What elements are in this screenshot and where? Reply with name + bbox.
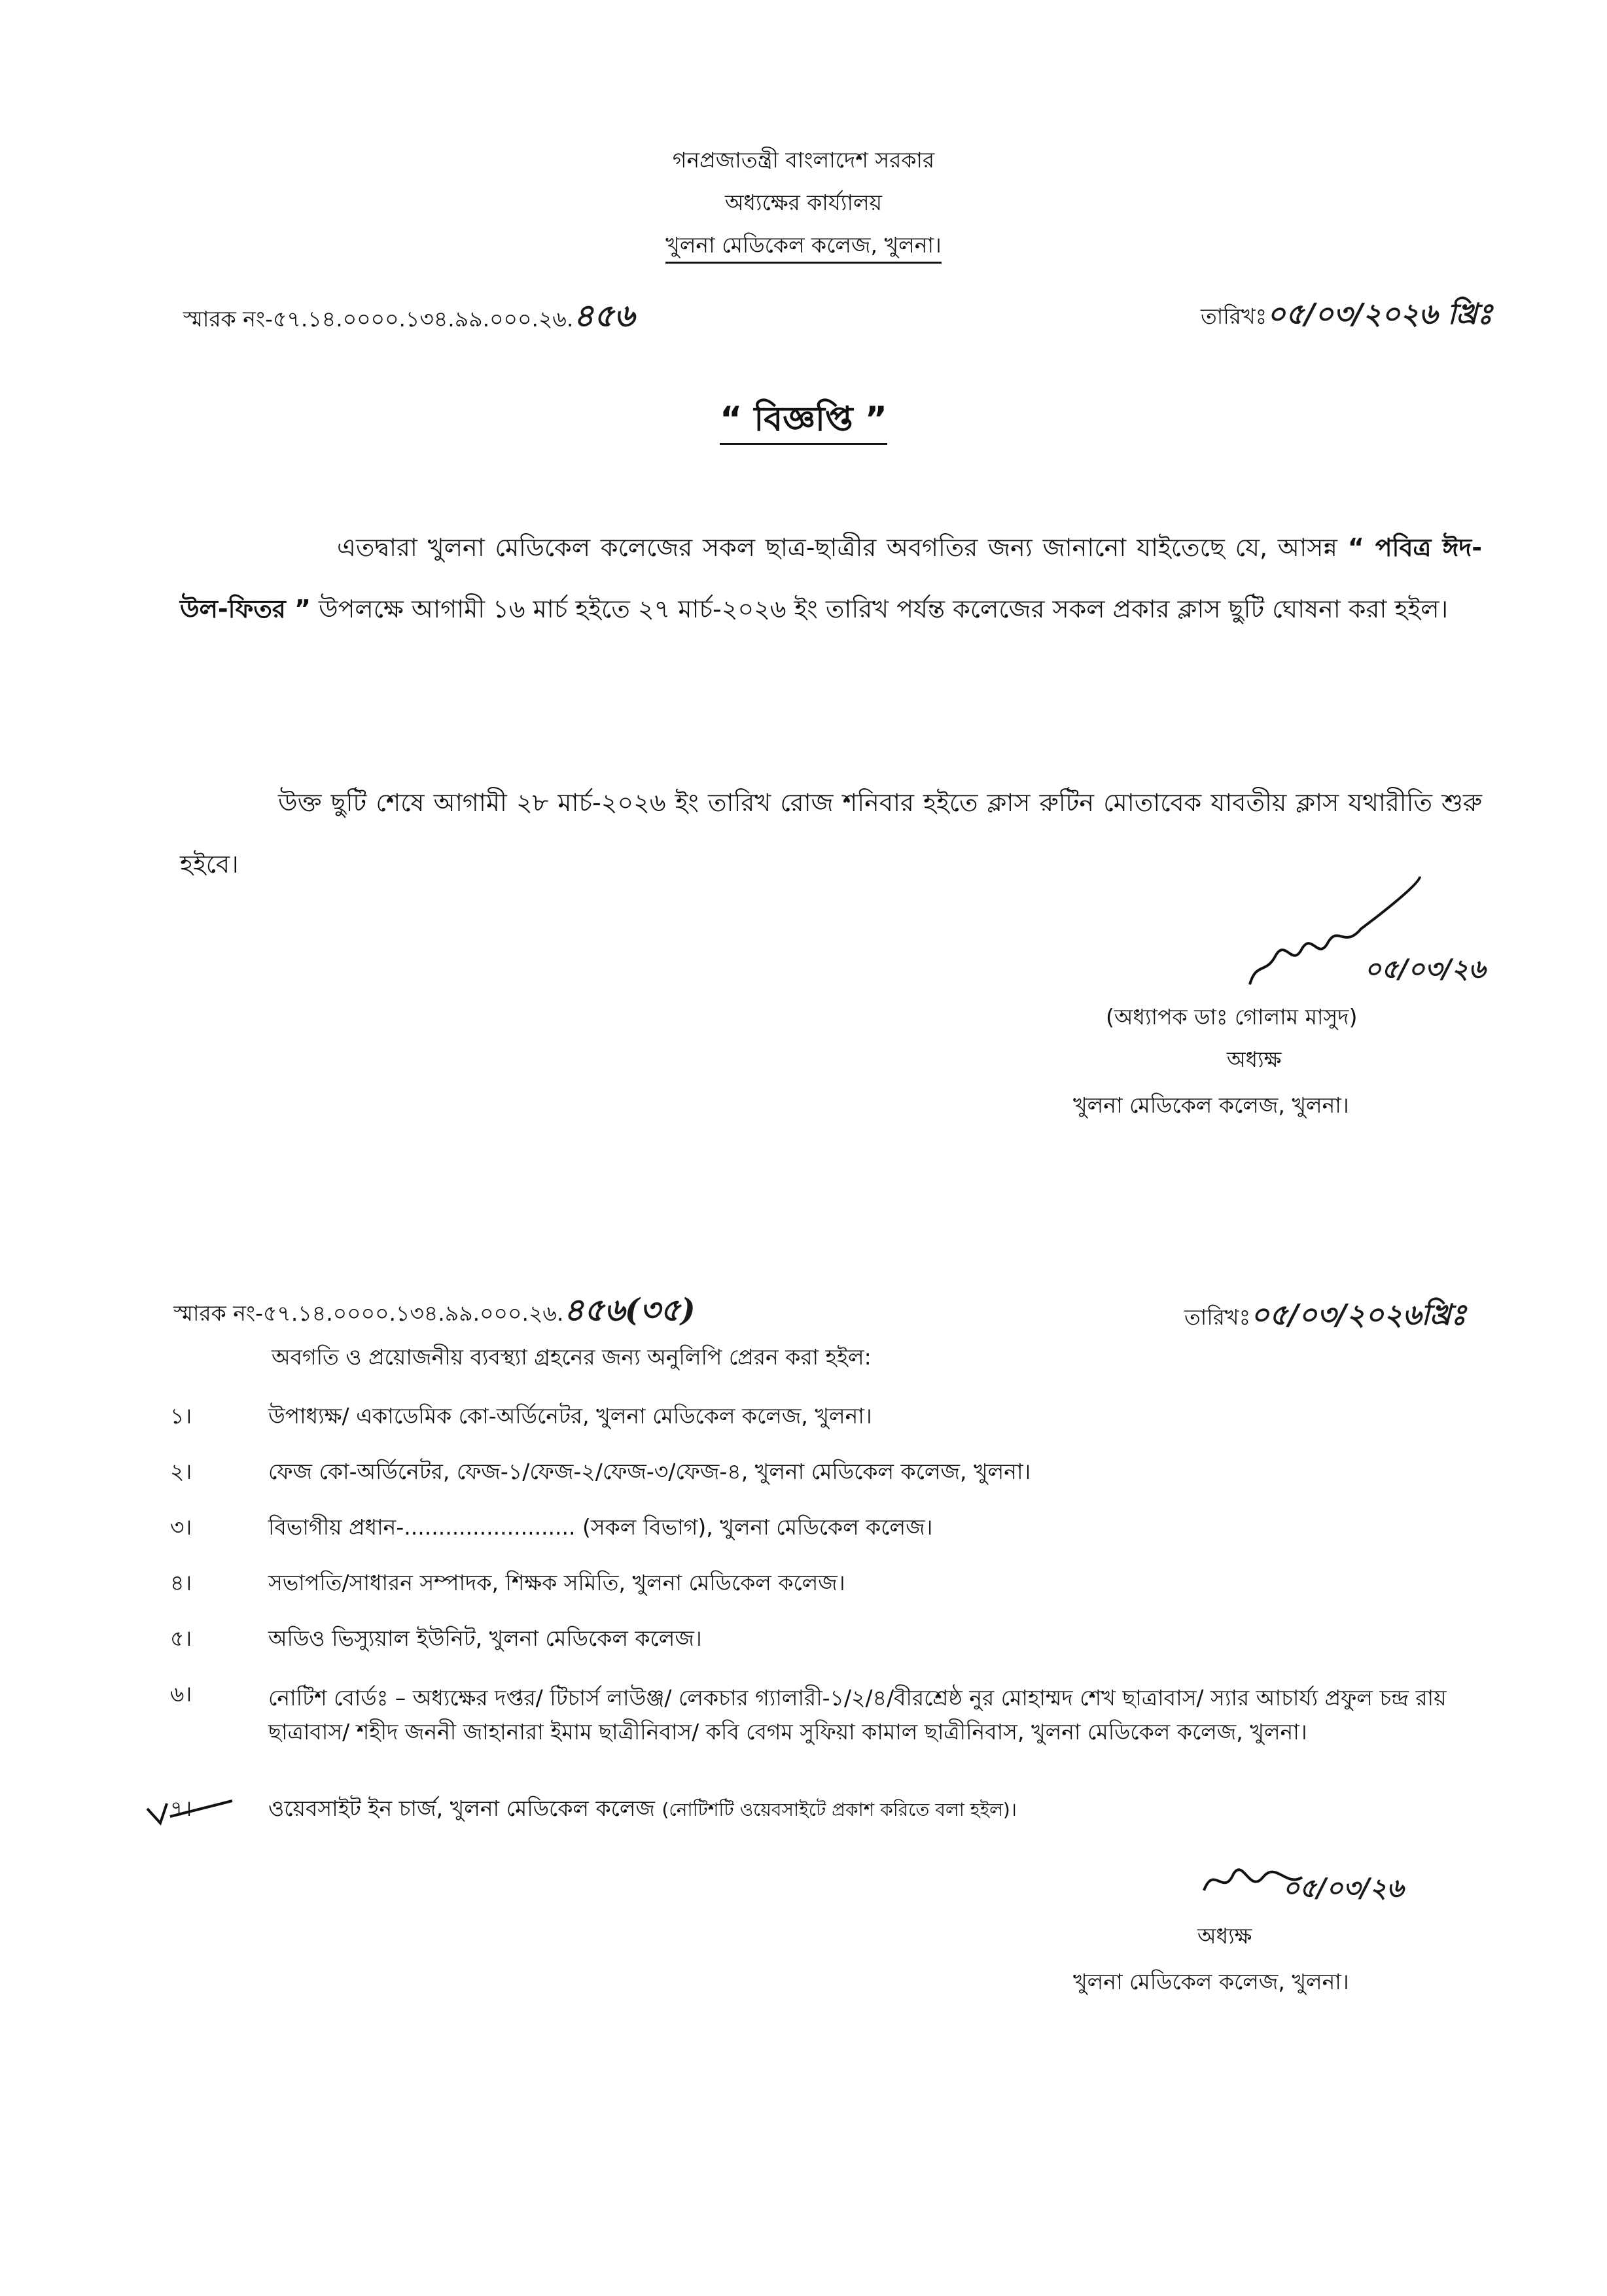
body-paragraph-2: উক্ত ছুটি শেষে আগামী ২৮ মার্চ-২০২৬ ইং তারিখ রোজ শনিবার হইতে ক্লাস রুটিন মোতাবেক যাবতীয় ক্লাস যথারীতি শুরু হইবে।	[180, 788, 1482, 878]
list-item-5: অডিও ভিস্যুয়াল ইউনিট, খুলনা মেডিকেল কলেজ।	[268, 1626, 702, 1651]
memo2-label: স্মারক নং-৫৭.১৪.০০০০.১৩৪.৯৯.০০০.২৬.	[173, 1300, 564, 1326]
government-heading: গনপ্রজাতন্ত্রী বাংলাদেশ সরকার	[672, 147, 935, 173]
institution-name: খুলনা মেডিকেল কলেজ, খুলনা।	[665, 232, 942, 264]
memo-number-2	[173, 1292, 696, 1330]
signature-1	[1230, 863, 1479, 1023]
institution-heading	[0, 232, 1607, 258]
memo2-number-handwritten: ৪৫৬(৩৫)	[563, 1292, 696, 1329]
distribution-intro: অবগতি ও প্রয়োজনীয় ব্যবস্থ্যা গ্রহনের জন্য অনুলিপি প্রেরন করা হইল:	[272, 1344, 872, 1370]
list-number-7: ৭।	[170, 1796, 192, 1821]
memo-date-label: তারিখঃ	[1201, 304, 1267, 329]
memo-label: স্মারক নং-৫৭.১৪.০০০০.১৩৪.৯৯.০০০.২৬.	[183, 306, 574, 332]
memo2-date-handwritten: ০৫/০৩/২০২৬খ্রিঃ	[1250, 1298, 1466, 1332]
list-item-6: নোটিশ বোর্ডঃ – অধ্যক্ষের দপ্তর/ টিচার্স লাউঞ্জ/ লেকচার গ্যালারী-১/২/৪/বীরশ্রেষ্ঠ নুর মোহাম্মদ শেখ ছাত্রাবাস/ স্যার আচার্য্য প্রফুল চন্দ্র রায় ছাত্রাবাস/ শহীদ জননী জাহানারা ইমাম ছাত্রীনিবাস/ কবি বেগম সুফিয়া কামাল ছাত্রীনিবাস, খুলনা মেডিকেল কলেজ, খুলনা।	[268, 1685, 1447, 1745]
memo-date-handwritten: ০৫/০৩/২০২৬ খ্রিঃ	[1267, 298, 1493, 331]
handwritten-signature-1	[1230, 863, 1479, 1020]
memo-date-2	[1184, 1298, 1466, 1333]
body-paragraph-1	[180, 517, 1482, 640]
signatory-name: (অধ্যাপক ডাঃ গোলাম মাসুদ)	[1106, 1004, 1358, 1030]
signature-2-date: ০৫/০৩/২৬	[1282, 1873, 1404, 1904]
memo-number	[183, 298, 635, 336]
signatory-institution: খুলনা মেডিকেল কলেজ, খুলনা।	[1073, 1092, 1349, 1118]
para1-event: “ পবিত্র ঈদ-উল-ফিতর ”	[180, 533, 1482, 623]
memo-date	[1201, 298, 1492, 332]
memo-number-handwritten: ৪৫৬	[573, 298, 635, 334]
signature-1-date: ০৫/০৩/২৬	[1364, 954, 1486, 984]
office-heading: অধ্যক্ষের কার্য্যালয়	[724, 190, 883, 215]
signatory-designation: অধ্যক্ষ	[1227, 1047, 1282, 1072]
list-item-3: বিভাগীয় প্রধান-......................... (সকল বিভাগ), খুলনা মেডিকেল কলেজ।	[268, 1514, 933, 1540]
signatory-2-designation: অধ্যক্ষ	[1197, 1923, 1252, 1949]
list-number-4: ৪।	[170, 1570, 192, 1595]
list-item-7-text: ওয়েবসাইট ইন চার্জ, খুলনা মেডিকেল কলেজ	[268, 1796, 655, 1821]
para1-intro: এতদ্বারা খুলনা মেডিকেল কলেজের সকল ছাত্র-ছাত্রীর অবগতির জন্য জানানো যাইতেছে যে, আসন্ন	[337, 533, 1337, 562]
list-item-4: সভাপতি/সাধারন সম্পাদক, শিক্ষক সমিতি, খুলনা মেডিকেল কলেজ।	[268, 1570, 845, 1595]
para1-rest: উপলক্ষে আগামী ১৬ মার্চ হইতে ২৭ মার্চ-২০২৬ ইং তারিখ পর্যন্ত কলেজের সকল প্রকার ক্লাস ছুটি ঘোষনা করা হইল।	[310, 595, 1449, 623]
notice-title-text: “ বিজ্ঞপ্তি ”	[720, 400, 887, 445]
list-item-7	[268, 1796, 1017, 1822]
memo2-date-label: তারিখঃ	[1184, 1304, 1251, 1330]
signatory-2-institution: খুলনা মেডিকেল কলেজ, খুলনা।	[1073, 1969, 1349, 1994]
list-number-3: ৩।	[170, 1514, 192, 1540]
list-number-6: ৬।	[170, 1681, 192, 1707]
notice-title	[0, 392, 1607, 449]
list-item-2: ফেজ কো-অর্ডিনেটর, ফেজ-১/ফেজ-২/ফেজ-৩/ফেজ-৪, খুলনা মেডিকেল কলেজ, খুলনা।	[268, 1459, 1031, 1484]
list-number-1: ১।	[170, 1403, 192, 1429]
list-item-1: উপাধ্যক্ষ/ একাডেমিক কো-অর্ডিনেটর, খুলনা মেডিকেল কলেজ, খুলনা।	[268, 1403, 872, 1429]
list-number-2: ২।	[170, 1459, 192, 1484]
list-item-7-note: (নোটিশটি ওয়েবসাইটে প্রকাশ করিতে বলা হইল)।	[662, 1799, 1017, 1820]
list-number-5: ৫।	[170, 1626, 192, 1651]
